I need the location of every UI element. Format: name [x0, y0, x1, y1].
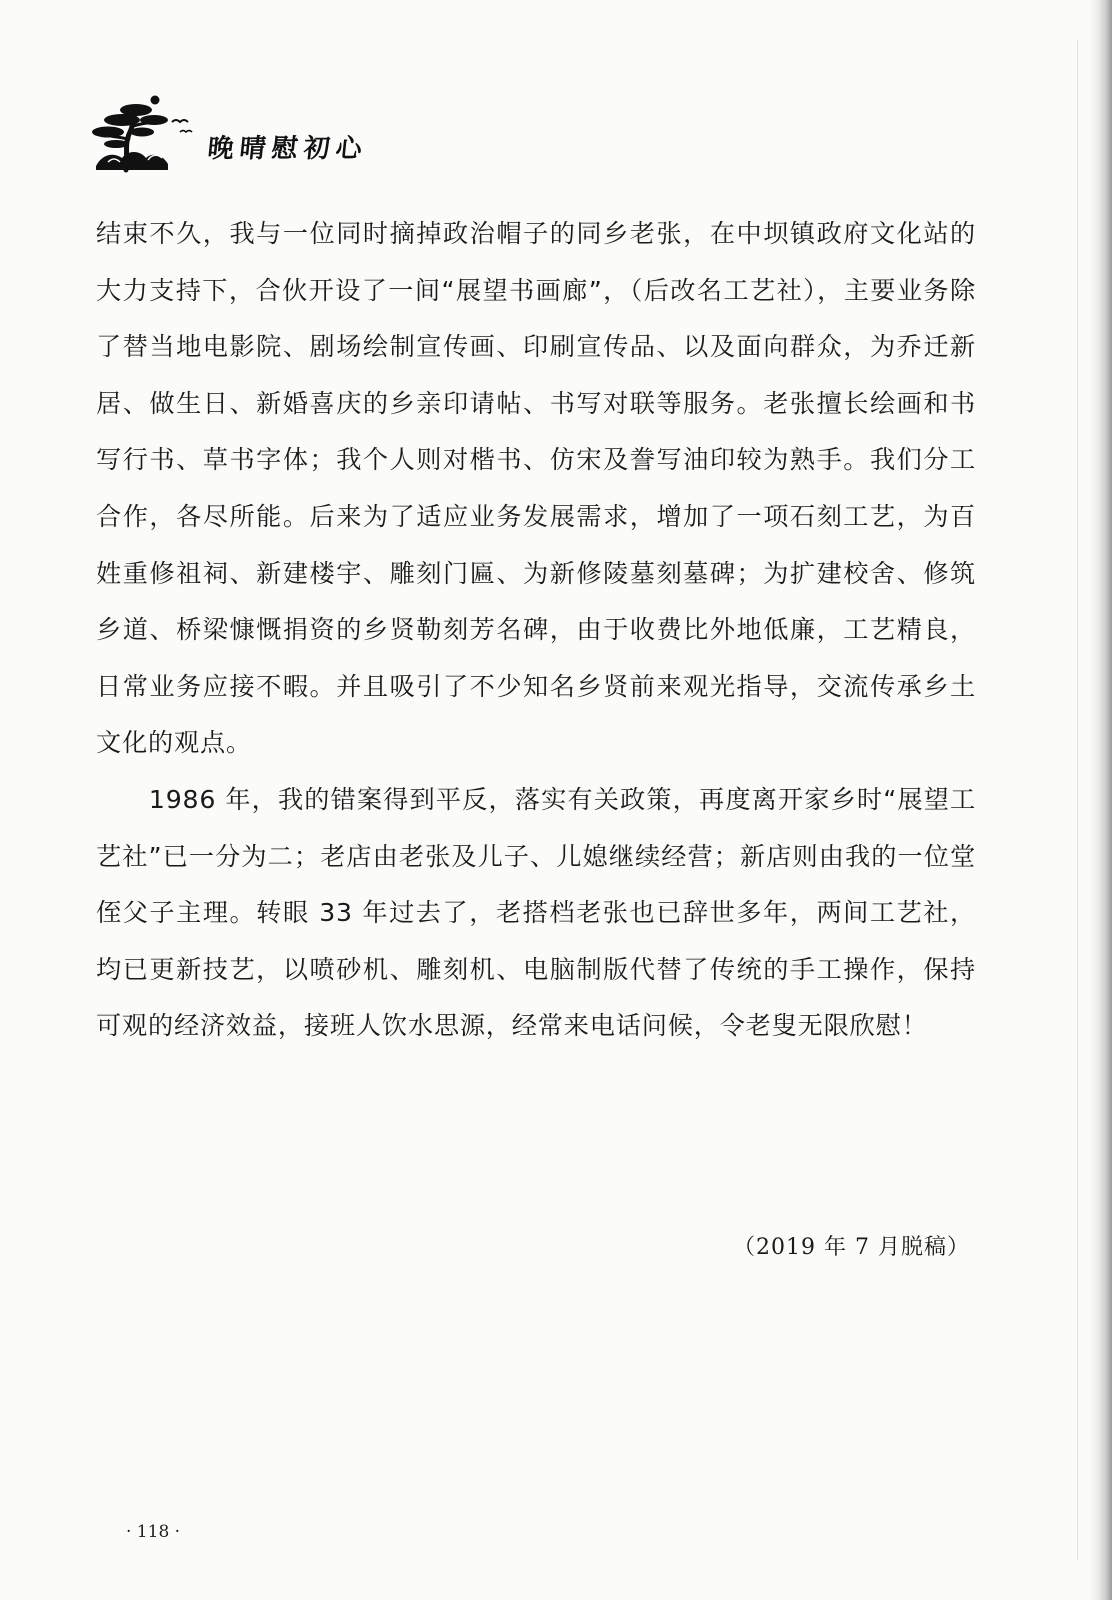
body-text: [96, 206, 976, 1055]
scan-edge-shadow: [1090, 0, 1112, 1600]
page-number: · 118 ·: [126, 1522, 181, 1542]
paragraph: 1986 年，我的错案得到平反，落实有关政策，再度离开家乡时“展望工艺社”已一分为二；老店由老张及儿子、儿媳继续经营；新店则由我的一位堂侄父子主理。转眼 33 年过去了，老搭档老张也已辞世多年，两间工艺社，均已更新技艺，以喷砂机、雕刻机、电脑制版代替了传统的手工操作，保持可观的经济效益，接班人饮水思源，经常来电话问候，令老叟无限欣慰！: [96, 784, 976, 1041]
running-header: [88, 92, 428, 174]
pine-tree-moon-emblem-icon: [88, 92, 208, 174]
scan-edge-line: [1077, 40, 1078, 1560]
date-note: （2019 年 7 月脱稿）: [733, 1235, 970, 1260]
book-title: 晚晴慰初心: [206, 134, 370, 164]
paragraph: 结束不久，我与一位同时摘掉政治帽子的同乡老张，在中坝镇政府文化站的大力支持下，合伙开设了一间“展望书画廊”，（后改名工艺社），主要业务除了替当地电影院、剧场绘制宣传画、印刷宣传品、以及面向群众，为乔迁新居、做生日、新婚喜庆的乡亲印请帖、书写对联等服务。老张擅长绘画和书写行书、草书字体；我个人则对楷书、仿宋及誊写油印较为熟手。我们分工合作，各尽所能。后来为了适应业务发展需求，增加了一项石刻工艺，为百姓重修祖祠、新建楼宇、雕刻门匾、为新修陵墓刻墓碑；为扩建校舍、修筑乡道、桥梁慷慨捐资的乡贤勒刻芳名碑，由于收费比外地低廉，工艺精良，日常业务应接不暇。并且吸引了不少知名乡贤前来观光指导，交流传承乡土文化的观点。: [96, 219, 976, 758]
